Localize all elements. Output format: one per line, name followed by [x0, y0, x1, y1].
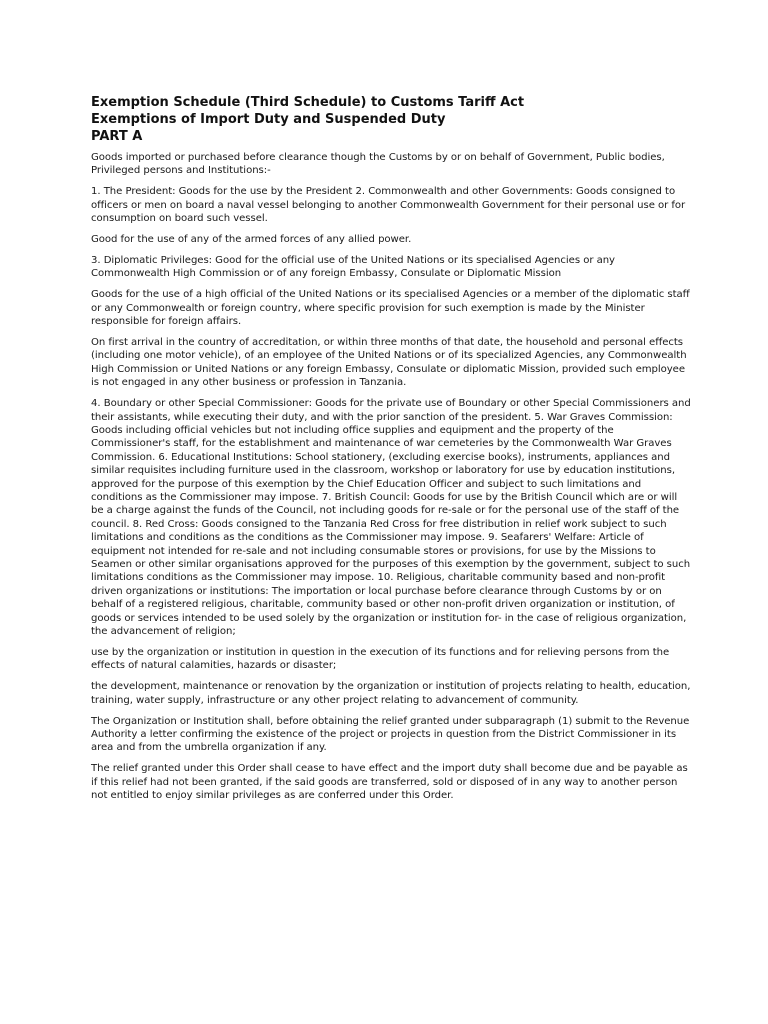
document-page: [91, 94, 691, 810]
paragraph-armed-forces: Good for the use of any of the armed forces of any allied power.: [91, 234, 412, 246]
paragraph-diplomatic-privileges: 3. Diplomatic Privileges: Good for the official use of the United Nations or its specialised Agencies or any Commonwealth High Commission or of any foreign Embassy, Consulate or Diplomatic Mission: [91, 254, 615, 280]
paragraph-organization-letter: The Organization or Institution shall, before obtaining the relief granted under subparagraph (1) submit to the Revenue Authority a letter confirming the existence of the project or projects in question from the District Commissioner in its area and from the umbrella organization if any.: [91, 715, 690, 754]
paragraph-first-arrival: On first arrival in the country of accreditation, or within three months of that date, the household and personal effects (including one motor vehicle), of an employee of the United Nations or of its specialized Agencies, any Commonwealth High Commission or United Nations or any foreign Embassy, Consulate or diplomatic Mission, provided such employee is not engaged in any other business or profession in Tanzania.: [91, 336, 687, 389]
paragraph-president-commonwealth: 1. The President: Goods for the use by the President 2. Commonwealth and other Governments: Goods consigned to officers or men on board a naval vessel belonging to another Commonwealth Government for their personal use or for consumption on board such vessel.: [91, 186, 686, 225]
paragraph-commissioners-list: 4. Boundary or other Special Commissioner: Goods for the private use of Boundary or other Special Commissioners and their assistants, while executing their duty, and with the prior sanction of the president. 5. War Graves Commission: Goods including official vehicles but not including office supplies and equipment and the property of the Commissioner's staff, for the establishment and maintenance of war cemeteries by the Commonwealth War Graves Commission. 6. Educational Institutions: School stationery, (excluding exercise books), instruments, appliances and similar requisites including furniture used in the classroom, workshop or laboratory for use by education institutions, approved for the purpose of this exemption by the Chief Education Officer and subject to such limitations and conditions as the Commissioner may impose. 7. British Council: Goods for use by the British Council which are or will be a charge against the funds of the Council, not including goods for re-sale or for the personal use of the staff of the council. 8. Red Cross: Goods consigned to the Tanzania Red Cross for free distribution in relief work subject to such limitations and conditions as the conditions as the Commissioner may impose. 9. Seafarers' Welfare: Article of equipment not intended for re-sale and not including consumable stores or provisions, for use by the Missions to Seamen or other similar organisations approved for the purposes of this exemption by the government, subject to such limitations conditions as the Commissioner may impose. 10. Religious, charitable community based and non-profit driven organizations or institutions: The importation or local purchase before clearance through Customs by or on behalf of a registered religious, charitable, community based or other non-profit driven organization or institution, of goods or services intended to be used solely by the organization or institution for- in the case of religious organization, the advancement of religion;: [91, 398, 691, 637]
paragraph-relief-cessation: The relief granted under this Order shall cease to have effect and the import duty shall become due and be payable as if this relief had not been granted, if the said goods are transferred, sold or disposed of in any way to another person not entitled to enjoy similar privileges as are conferred under this Order.: [91, 763, 688, 802]
paragraph-intro: Goods imported or purchased before clearance though the Customs by or on behalf of Government, Public bodies, Privileged persons and Institutions:-: [91, 152, 665, 177]
paragraph-organization-use: use by the organization or institution in question in the execution of its functions and for relieving persons from the effects of natural calamities, hazards or disaster;: [91, 646, 670, 672]
document-subtitle: Exemptions of Import Duty and Suspended Duty: [91, 112, 446, 127]
document-title: Exemption Schedule (Third Schedule) to Customs Tariff Act: [91, 95, 525, 110]
document-part-label: PART A: [91, 129, 143, 144]
paragraph-high-official: Goods for the use of a high official of the United Nations or its specialised Agencies or a member of the diplomatic staff or any Commonwealth or foreign country, where specific provision for such exemption is made by the Minister responsible for foreign affairs.: [91, 289, 690, 328]
document-heading: [91, 94, 691, 145]
paragraph-development: the development, maintenance or renovation by the organization or institution of projects relating to health, education, training, water supply, infrastructure or any other project relating to advancement of community.: [91, 681, 691, 706]
